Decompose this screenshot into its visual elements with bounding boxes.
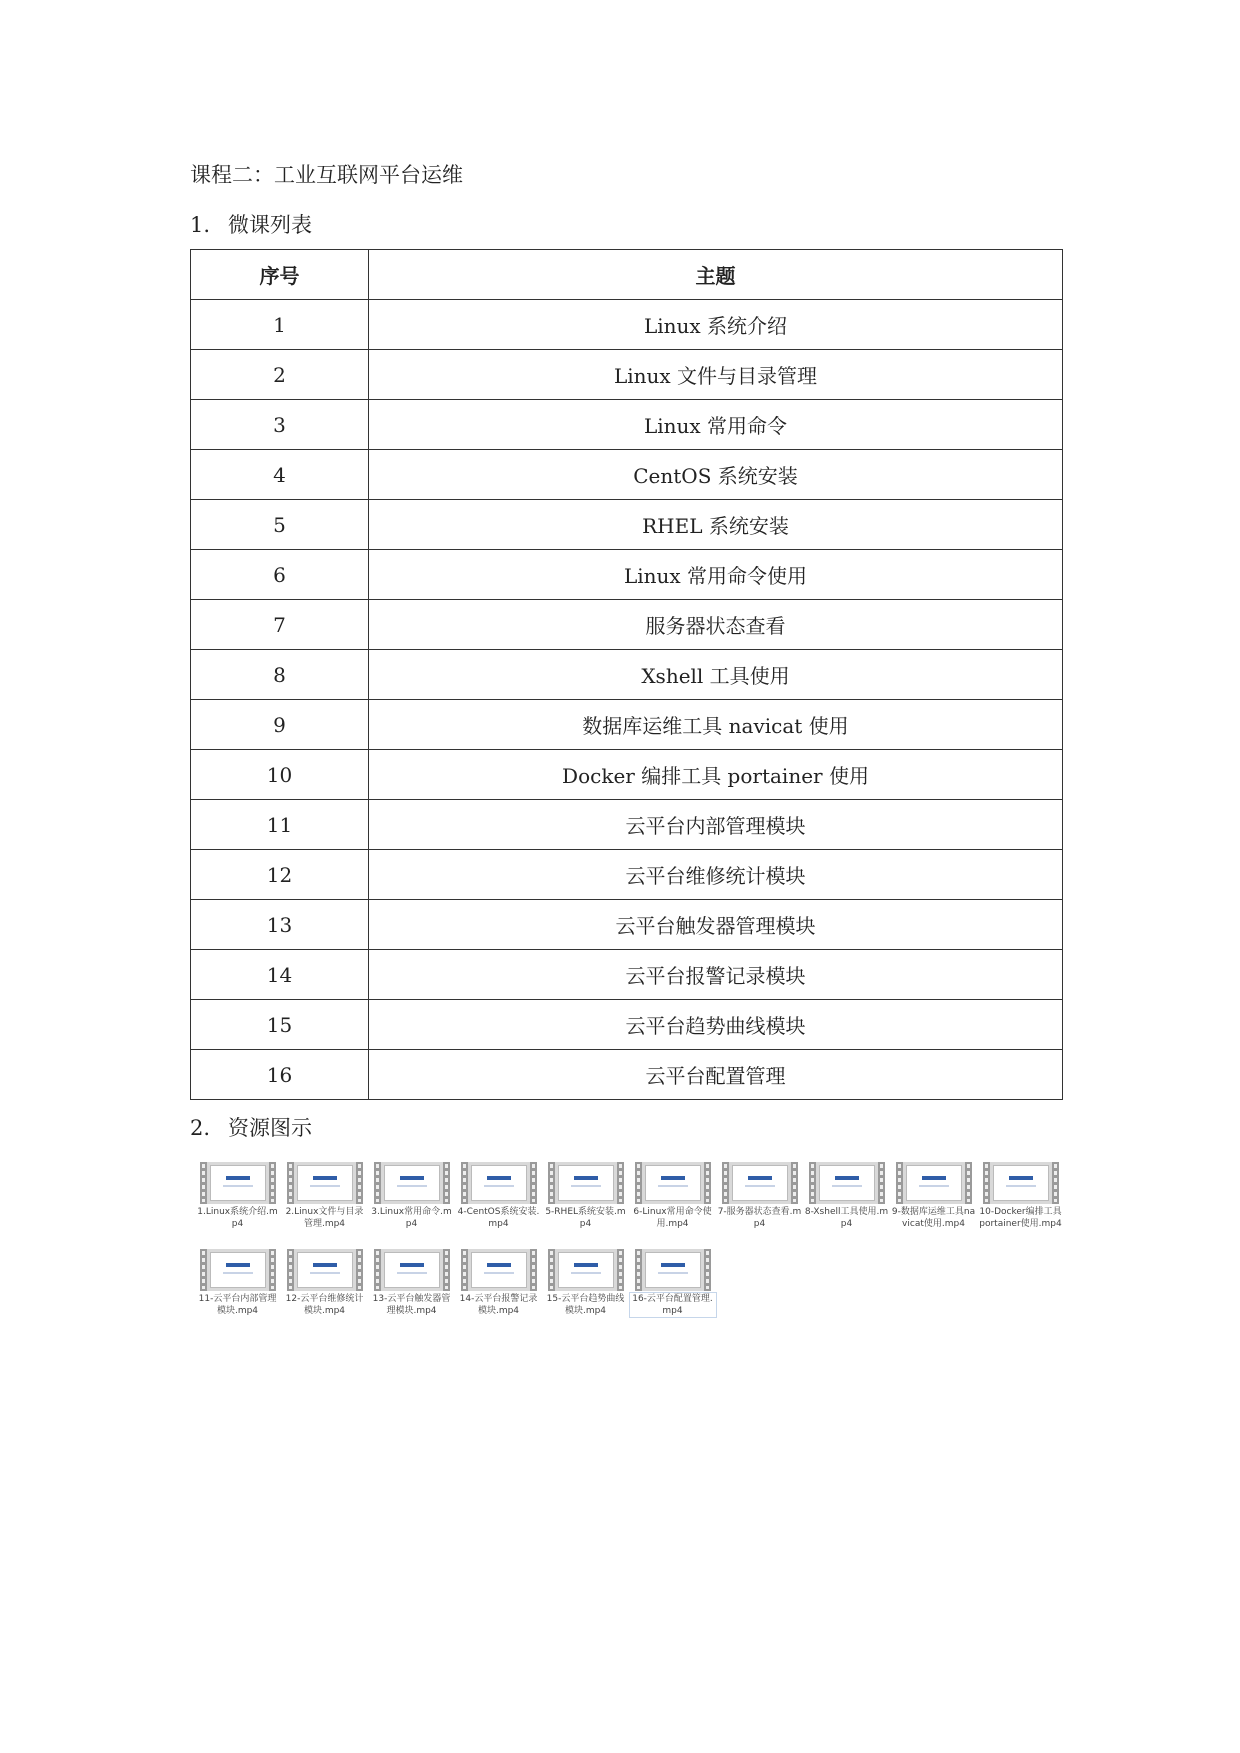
cell-topic: RHEL 系统安装 bbox=[369, 500, 1063, 550]
video-file-icon bbox=[722, 1162, 798, 1204]
cell-topic: Docker 编排工具 portainer 使用 bbox=[369, 750, 1063, 800]
video-file-name: 5-RHEL系统安装.mp4 bbox=[545, 1207, 626, 1229]
video-file-icon bbox=[635, 1162, 711, 1204]
cell-index: 2 bbox=[191, 350, 369, 400]
table-row bbox=[191, 550, 1063, 600]
video-file-item[interactable] bbox=[542, 1249, 629, 1336]
video-file-item[interactable] bbox=[194, 1249, 281, 1336]
cell-index: 16 bbox=[191, 1050, 369, 1100]
video-file-icon bbox=[548, 1162, 624, 1204]
table-row bbox=[191, 500, 1063, 550]
video-file-icon bbox=[809, 1162, 885, 1204]
cell-index: 13 bbox=[191, 900, 369, 950]
video-file-icon bbox=[287, 1249, 363, 1291]
table-row bbox=[191, 350, 1063, 400]
cell-index: 9 bbox=[191, 700, 369, 750]
video-file-name: 13-云平台触发器管理模块.mp4 bbox=[372, 1294, 451, 1316]
table-row bbox=[191, 750, 1063, 800]
video-file-item[interactable] bbox=[455, 1162, 542, 1249]
video-file-item[interactable] bbox=[803, 1162, 890, 1249]
table-row bbox=[191, 950, 1063, 1000]
cell-topic: 数据库运维工具 navicat 使用 bbox=[369, 700, 1063, 750]
table-row bbox=[191, 600, 1063, 650]
table-row bbox=[191, 900, 1063, 950]
video-file-name: 14-云平台报警记录模块.mp4 bbox=[459, 1294, 538, 1316]
video-file-icon bbox=[374, 1162, 450, 1204]
cell-index: 10 bbox=[191, 750, 369, 800]
video-file-item[interactable] bbox=[629, 1162, 716, 1249]
video-file-icon bbox=[548, 1249, 624, 1291]
video-file-name: 15-云平台趋势曲线模块.mp4 bbox=[546, 1294, 625, 1316]
cell-index: 15 bbox=[191, 1000, 369, 1050]
cell-topic: 云平台趋势曲线模块 bbox=[369, 1000, 1063, 1050]
page-title: 课程二：工业互联网平台运维 bbox=[190, 163, 463, 187]
section-number: 2. bbox=[190, 1116, 211, 1140]
cell-topic: Linux 文件与目录管理 bbox=[369, 350, 1063, 400]
cell-index: 11 bbox=[191, 800, 369, 850]
section-heading-micro-course-list bbox=[190, 210, 312, 240]
video-file-icon bbox=[461, 1249, 537, 1291]
video-file-item[interactable] bbox=[890, 1162, 977, 1249]
video-file-item[interactable] bbox=[542, 1162, 629, 1249]
video-file-icon bbox=[896, 1162, 972, 1204]
video-file-item[interactable] bbox=[977, 1162, 1064, 1249]
table-row bbox=[191, 650, 1063, 700]
cell-index: 14 bbox=[191, 950, 369, 1000]
micro-course-table bbox=[190, 249, 1063, 1100]
video-file-icon bbox=[287, 1162, 363, 1204]
table-row bbox=[191, 450, 1063, 500]
video-file-name: 8-Xshell工具使用.mp4 bbox=[804, 1207, 889, 1229]
table-row bbox=[191, 700, 1063, 750]
header-topic: 主题 bbox=[369, 250, 1063, 300]
cell-topic: 云平台内部管理模块 bbox=[369, 800, 1063, 850]
video-file-name: 12-云平台维修统计模块.mp4 bbox=[285, 1294, 364, 1316]
section-title: 资源图示 bbox=[228, 1116, 312, 1140]
section-title: 微课列表 bbox=[228, 213, 312, 237]
video-file-name: 7-服务器状态查看.mp4 bbox=[717, 1207, 802, 1229]
video-file-name: 4-CentOS系统安装.mp4 bbox=[457, 1207, 540, 1229]
video-file-name: 6-Linux常用命令使用.mp4 bbox=[633, 1207, 712, 1229]
resource-file-grid bbox=[194, 1162, 1064, 1336]
video-file-icon bbox=[983, 1162, 1059, 1204]
table-row bbox=[191, 800, 1063, 850]
video-file-item[interactable] bbox=[455, 1249, 542, 1336]
video-file-item[interactable] bbox=[281, 1162, 368, 1249]
cell-topic: 服务器状态查看 bbox=[369, 600, 1063, 650]
cell-topic: 云平台维修统计模块 bbox=[369, 850, 1063, 900]
video-file-item[interactable] bbox=[368, 1162, 455, 1249]
cell-topic: 云平台触发器管理模块 bbox=[369, 900, 1063, 950]
cell-index: 4 bbox=[191, 450, 369, 500]
table-row bbox=[191, 850, 1063, 900]
cell-topic: Xshell 工具使用 bbox=[369, 650, 1063, 700]
cell-topic: Linux 常用命令使用 bbox=[369, 550, 1063, 600]
table-row bbox=[191, 1000, 1063, 1050]
cell-topic: 云平台报警记录模块 bbox=[369, 950, 1063, 1000]
cell-index: 8 bbox=[191, 650, 369, 700]
video-file-item[interactable] bbox=[368, 1249, 455, 1336]
cell-index: 5 bbox=[191, 500, 369, 550]
video-file-icon bbox=[461, 1162, 537, 1204]
video-file-item[interactable] bbox=[194, 1162, 281, 1249]
video-file-name: 9-数据库运维工具navicat使用.mp4 bbox=[891, 1207, 976, 1229]
video-file-name: 10-Docker编排工具portainer使用.mp4 bbox=[979, 1207, 1062, 1229]
video-file-item[interactable] bbox=[629, 1249, 716, 1336]
table-row bbox=[191, 300, 1063, 350]
video-file-item[interactable] bbox=[716, 1162, 803, 1249]
cell-index: 12 bbox=[191, 850, 369, 900]
video-file-item[interactable] bbox=[281, 1249, 368, 1336]
header-index: 序号 bbox=[191, 250, 369, 300]
resource-row bbox=[194, 1249, 1064, 1336]
video-file-name: 11-云平台内部管理模块.mp4 bbox=[198, 1294, 277, 1316]
cell-topic: CentOS 系统安装 bbox=[369, 450, 1063, 500]
cell-topic: Linux 系统介绍 bbox=[369, 300, 1063, 350]
cell-topic: 云平台配置管理 bbox=[369, 1050, 1063, 1100]
cell-index: 1 bbox=[191, 300, 369, 350]
table-row bbox=[191, 1050, 1063, 1100]
resource-row bbox=[194, 1162, 1064, 1249]
video-file-icon bbox=[200, 1249, 276, 1291]
video-file-icon bbox=[635, 1249, 711, 1291]
cell-index: 7 bbox=[191, 600, 369, 650]
video-file-name: 2.Linux文件与目录管理.mp4 bbox=[285, 1207, 364, 1229]
video-file-name: 16-云平台配置管理.mp4 bbox=[630, 1293, 716, 1317]
cell-topic: Linux 常用命令 bbox=[369, 400, 1063, 450]
video-file-icon bbox=[200, 1162, 276, 1204]
cell-index: 6 bbox=[191, 550, 369, 600]
video-file-name: 1.Linux系统介绍.mp4 bbox=[197, 1207, 278, 1229]
video-file-name: 3.Linux常用命令.mp4 bbox=[371, 1207, 452, 1229]
section-number: 1. bbox=[190, 213, 211, 237]
cell-index: 3 bbox=[191, 400, 369, 450]
section-heading-resources bbox=[190, 1113, 312, 1143]
video-file-icon bbox=[374, 1249, 450, 1291]
table-row bbox=[191, 400, 1063, 450]
table-header-row bbox=[191, 250, 1063, 300]
